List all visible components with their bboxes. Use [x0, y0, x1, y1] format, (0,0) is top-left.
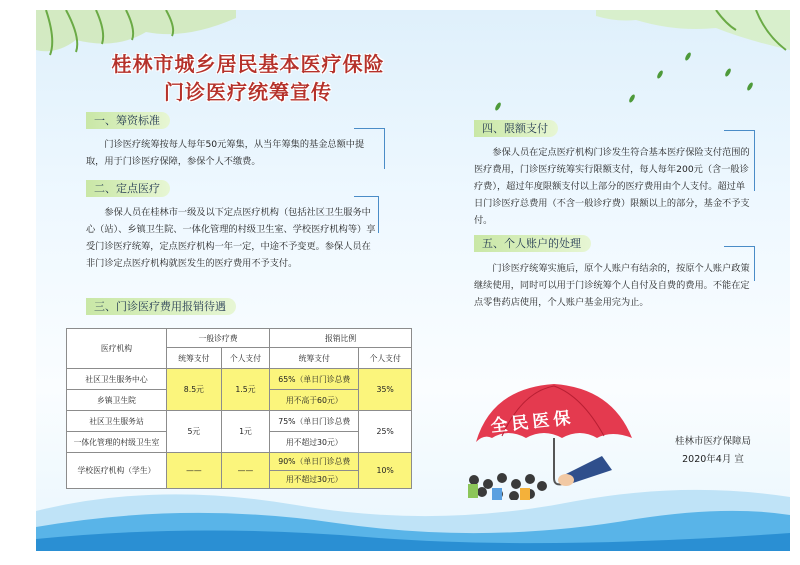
- table-cell-org: 社区卫生服务中心: [67, 369, 167, 390]
- table-cell-self: 1.5元: [221, 369, 269, 411]
- section-text-5-body: 门诊医疗统筹实施后，原个人账户有结余的，按原个人账户政策继续使用，同时可以用于门诊统筹个人自付及自费的费用。不能在定点零售药店使用，个人账户基金用完为止。: [474, 263, 750, 308]
- table-cell-fund: 5元: [166, 411, 221, 453]
- section-text-4: [474, 144, 752, 229]
- section-text-2: [86, 204, 376, 272]
- table-cell-ratio: 用不高于60元）: [270, 390, 359, 411]
- table-cell-pself: 25%: [359, 411, 412, 453]
- table-subheader: 统筹支付: [270, 348, 359, 369]
- table-cell-org: 社区卫生服务站: [67, 411, 167, 432]
- section-heading-5: 五、个人账户的处理: [474, 235, 591, 252]
- wave-decoration: [36, 471, 790, 551]
- page-title-line2: 门诊医疗统筹宣传: [164, 80, 332, 104]
- table-cell-org: 学校医疗机构（学生）: [67, 453, 167, 489]
- table-header-fee: 一般诊疗费: [166, 329, 269, 348]
- leaf-decoration: [746, 82, 754, 92]
- leaf-decoration: [724, 68, 732, 78]
- bracket-decoration: [354, 128, 385, 169]
- table-cell-fund: ——: [166, 453, 221, 489]
- table-cell-pself: 35%: [359, 369, 412, 411]
- table-cell-fund: 8.5元: [166, 369, 221, 411]
- leaf-decoration: [656, 70, 664, 80]
- section-text-5: [474, 260, 756, 311]
- section-heading-2: 二、定点医疗: [86, 180, 170, 197]
- reimbursement-table: [66, 328, 412, 489]
- leaf-decoration: [494, 102, 502, 112]
- table-header-org: 医疗机构: [67, 329, 167, 369]
- issuer-date: 2020年4月 宣: [682, 454, 744, 465]
- brochure-sheet: [36, 10, 790, 551]
- page-title-line1: 桂林市城乡居民基本医疗保险: [111, 52, 385, 76]
- umbrella-slogan: 全民医保: [489, 408, 576, 437]
- bracket-decoration: [724, 246, 755, 281]
- section-heading-1: 一、筹资标准: [86, 112, 170, 129]
- table-cell-ratio: 75%（单日门诊总费: [270, 411, 359, 432]
- section-heading-4: 四、限额支付: [474, 120, 558, 137]
- table-cell-self: ——: [221, 453, 269, 489]
- issuer-block: [648, 433, 778, 469]
- table-cell-ratio: 用不超过30元）: [270, 471, 359, 489]
- section-text-1: [86, 136, 366, 170]
- table-subheader: 个人支付: [359, 348, 412, 369]
- table-subheader: 个人支付: [221, 348, 269, 369]
- section-heading-3: 三、门诊医疗费用报销待遇: [86, 298, 236, 315]
- section-text-4-body: 参保人员在定点医疗机构门诊发生符合基本医疗保险支付范围的医疗费用，门诊医疗统筹实行限额支付，每人每年200元（含一般诊疗费），超过年度限额支付以上部分的医疗费用由个人支付。超过单日门诊医疗总费用（不含一般诊疗费）限额以上的部分，基金不予支付。: [474, 147, 750, 226]
- table-cell-self: 1元: [221, 411, 269, 453]
- section-text-1-body: 门诊医疗统筹按每人每年50元筹集，从当年筹集的基金总额中提取，用于门诊医疗保障，参保个人不缴费。: [86, 139, 365, 167]
- grass-decoration-right: [596, 10, 790, 60]
- bracket-decoration: [724, 130, 755, 191]
- table-cell-ratio: 65%（单日门诊总费: [270, 369, 359, 390]
- table-cell-org: 一体化管理的村级卫生室: [67, 432, 167, 453]
- section-text-2-body: 参保人员在桂林市一级及以下定点医疗机构（包括社区卫生服务中心（站）、乡镇卫生院、一体化管理的村级卫生室、学校医疗机构等）享受门诊医疗统筹，定点医疗机构一年一定，中途不予变更。参保人员在非门诊定点医疗机构就医发生的医疗费用不予支付。: [86, 207, 376, 269]
- table-cell-ratio: 90%（单日门诊总费: [270, 453, 359, 471]
- leaf-decoration: [628, 94, 636, 104]
- table-subheader: 统筹支付: [166, 348, 221, 369]
- bracket-decoration: [354, 196, 379, 233]
- table-cell-ratio: 用不超过30元）: [270, 432, 359, 453]
- table-cell-org: 乡镇卫生院: [67, 390, 167, 411]
- table-cell-pself: 10%: [359, 453, 412, 489]
- table-header-ratio: 报销比例: [270, 329, 412, 348]
- issuer-org: 桂林市医疗保障局: [674, 436, 751, 447]
